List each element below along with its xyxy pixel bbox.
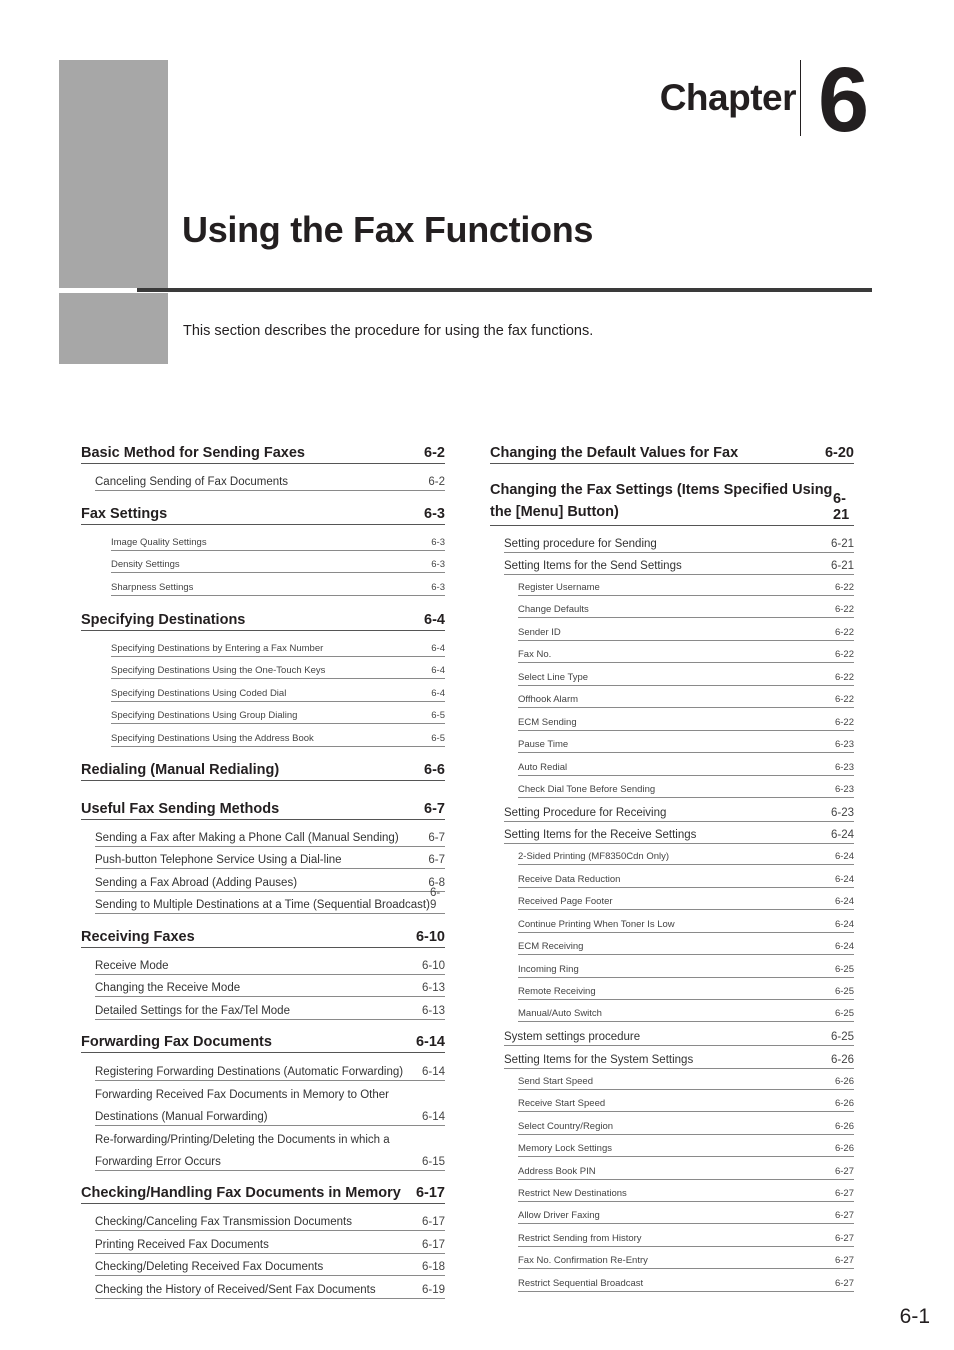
toc-entry[interactable] (504, 801, 854, 822)
toc-entry[interactable] (95, 1255, 445, 1276)
toc-entry-title: Changing the Default Values for Fax (490, 445, 739, 461)
toc-page-number: 6-2 (428, 476, 445, 488)
toc-section-heading[interactable] (490, 482, 854, 526)
toc-entry-title: Memory Lock Settings (518, 1143, 612, 1154)
toc-page-number: 6-7 (428, 854, 445, 866)
toc-entry[interactable] (518, 1272, 854, 1292)
toc-page-number: 6-27 (834, 1188, 854, 1199)
toc-entry[interactable] (95, 1278, 445, 1299)
toc-page-number: 6-20 (824, 445, 854, 461)
toc-page-number: 6-25 (834, 1008, 854, 1019)
toc-entry-title: Select Country/Region (518, 1121, 614, 1132)
toc-entry-title: Image Quality Settings (111, 537, 207, 548)
toc-page-number: 6-21 (833, 491, 850, 523)
toc-entry-title: Register Username (518, 582, 600, 593)
toc-entry-title: System settings procedure (504, 1031, 641, 1043)
toc-entry-title: Checking/Deleting Received Fax Documents (95, 1261, 324, 1273)
toc-page-number: 6-23 (830, 807, 854, 819)
toc-page-number: 6-23 (834, 739, 854, 750)
toc-entry-title: ECM Sending (518, 717, 577, 728)
toc-page-number: 6-18 (421, 1261, 445, 1273)
toc-entry[interactable] (504, 1025, 854, 1046)
toc-entry-title: Re-forwarding/Printing/Deleting the Documents in which a (95, 1134, 390, 1146)
toc-page-number: 6-24 (834, 919, 854, 930)
toc-entry-title: Push-button Telephone Service Using a Dial-line (95, 854, 342, 866)
toc-entry[interactable] (518, 688, 854, 708)
toc-page-number: 6-13 (421, 982, 445, 994)
toc-entry-title: Remote Receiving (518, 986, 596, 997)
toc-entry-title: Receiving Faxes (81, 929, 195, 945)
toc-entry-title: Allow Driver Faxing (518, 1210, 600, 1221)
toc-entry-title: Setting Items for the Send Settings (504, 560, 682, 572)
toc-page-number: 6-24 (834, 851, 854, 862)
toc-page-number: 6-15 (421, 1156, 445, 1168)
toc-entry-title: Setting procedure for Sending (504, 538, 657, 550)
toc-page-number: 6-24 (830, 829, 854, 841)
toc-entry-title: Receive Mode (95, 960, 169, 972)
toc-page-number: 6-17 (421, 1239, 445, 1251)
toc-entry[interactable] (111, 553, 445, 573)
toc-entry[interactable] (504, 554, 854, 575)
toc-section-heading[interactable] (81, 443, 445, 464)
toc-entry[interactable] (95, 954, 445, 975)
chapter-label: Chapter (659, 77, 796, 118)
toc-entry-title: Forwarding Fax Documents (81, 1034, 272, 1050)
toc-entry[interactable] (518, 1070, 854, 1090)
toc-entry-title: Checking/Handling Fax Documents in Memory (81, 1185, 401, 1201)
toc-entry[interactable] (518, 666, 854, 686)
toc-section-heading[interactable] (81, 504, 445, 525)
toc-section-heading[interactable] (490, 443, 854, 464)
toc-page-number: 6-27 (834, 1278, 854, 1289)
toc-entry[interactable] (504, 823, 854, 844)
toc-entry[interactable] (95, 1060, 445, 1081)
toc-entry[interactable] (504, 1048, 854, 1069)
toc-page-number: 6-2 (424, 445, 445, 461)
chapter-tab-upper (59, 60, 168, 288)
toc-page-number: 6-10 (421, 960, 445, 972)
toc-entry[interactable] (518, 845, 854, 865)
toc-entry-title: Canceling Sending of Fax Documents (95, 476, 289, 488)
toc-entry-title: Specifying Destinations Using Group Dialing (111, 710, 298, 721)
toc-entry-title: Forwarding Error Occurs (95, 1156, 221, 1168)
toc-entry[interactable] (518, 711, 854, 731)
toc-page-number: 6-4 (424, 612, 445, 628)
toc-page-number: 6-14 (421, 1111, 445, 1123)
toc-entry[interactable] (518, 621, 854, 641)
toc-page-number: 6-24 (834, 941, 854, 952)
toc-page-number: 6-21 (830, 560, 854, 572)
toc-entry-title: Detailed Settings for the Fax/Tel Mode (95, 1005, 290, 1017)
toc-entry-title: ECM Receiving (518, 941, 584, 952)
toc-entry[interactable] (518, 890, 854, 910)
toc-entry-title: Checking/Canceling Fax Transmission Documents (95, 1216, 352, 1228)
toc-entry[interactable] (518, 1204, 854, 1224)
toc-entry[interactable] (95, 1105, 445, 1126)
toc-page-number: 6-26 (834, 1121, 854, 1132)
toc-entry-title: Fax Settings (81, 506, 168, 522)
toc-entry-title: Fax No. Confirmation Re-Entry (518, 1255, 648, 1266)
toc-entry[interactable] (518, 1137, 854, 1157)
toc-page-number: 6-25 (830, 1031, 854, 1043)
toc-page-number: 6-26 (834, 1076, 854, 1087)
toc-page-number: 6-27 (834, 1166, 854, 1177)
toc-entry-title: Receive Start Speed (518, 1098, 606, 1109)
toc-page-number: 6-13 (421, 1005, 445, 1017)
toc-page-number: 6-24 (834, 896, 854, 907)
toc-entry[interactable] (95, 470, 445, 491)
toc-entry[interactable] (518, 1249, 854, 1269)
toc-entry[interactable] (95, 1127, 445, 1148)
toc-page-number: 6-26 (834, 1143, 854, 1154)
toc-entry[interactable] (518, 1227, 854, 1247)
toc-entry-title: Received Page Footer (518, 896, 613, 907)
toc-entry-title: Redialing (Manual Redialing) (81, 762, 280, 778)
toc-entry-title: Restrict Sequential Broadcast (518, 1278, 644, 1289)
page-title: Using the Fax Functions (182, 209, 594, 250)
toc-entry-title: Density Settings (111, 559, 180, 570)
toc-page-number: 6-22 (834, 694, 854, 705)
toc-entry-title: Incoming Ring (518, 964, 579, 975)
toc-page-number: 6-22 (834, 717, 854, 728)
toc-page-number: 6-4 (431, 643, 445, 654)
toc-entry-title: Sending to Multiple Destinations at a Time (Sequential Broadcast) (95, 899, 430, 911)
toc-section-heading[interactable] (81, 610, 445, 631)
toc-entry[interactable] (111, 682, 445, 702)
toc-entry[interactable] (95, 826, 445, 847)
toc-page-number: 6-22 (834, 649, 854, 660)
toc-entry[interactable] (95, 999, 445, 1020)
toc-page-number: 6-6 (424, 762, 445, 778)
toc-page-number: 6-14 (421, 1066, 445, 1078)
toc-entry[interactable] (95, 887, 445, 914)
toc-entry[interactable] (518, 1182, 854, 1202)
toc-entry-title: Select Line Type (518, 672, 589, 683)
toc-entry[interactable] (95, 1210, 445, 1231)
toc-page-number: 6-24 (834, 874, 854, 885)
toc-entry-title: Send Start Speed (518, 1076, 593, 1087)
chapter-divider (800, 60, 801, 136)
toc-entry-title: Sender ID (518, 627, 561, 638)
toc-entry-title: Specifying Destinations Using the Address Book (111, 733, 314, 744)
toc-entry[interactable] (95, 976, 445, 997)
toc-page-number: 6-3 (431, 559, 445, 570)
toc-section-heading[interactable] (81, 1032, 445, 1053)
toc-page-number: 6-25 (834, 986, 854, 997)
toc-entry[interactable] (111, 531, 445, 551)
toc-entry-title: Forwarding Received Fax Documents in Memory to Other (95, 1089, 389, 1101)
toc-entry-title: Restrict New Destinations (518, 1188, 627, 1199)
chapter-number: 6 (818, 49, 870, 151)
toc-page-number: 6-3 (431, 537, 445, 548)
toc-entry[interactable] (518, 958, 854, 978)
toc-entry-title: Printing Received Fax Documents (95, 1239, 269, 1251)
toc-section-heading[interactable] (81, 927, 445, 948)
toc-page-number: 6-8 (428, 877, 445, 889)
toc-entry-title: 2-Sided Printing (MF8350Cdn Only) (518, 851, 670, 862)
toc-entry-title: Registering Forwarding Destinations (Automatic Forwarding) (95, 1066, 404, 1078)
chapter-tab-lower (59, 293, 168, 364)
toc-entry-title: Address Book PIN (518, 1166, 596, 1177)
toc-page-number: 6-19 (421, 1284, 445, 1296)
toc-entry-title: Setting Items for the Receive Settings (504, 829, 697, 841)
toc-page-number: 6-17 (415, 1185, 445, 1201)
toc-page-number: 6-5 (431, 733, 445, 744)
toc-entry-title: Change Defaults (518, 604, 589, 615)
toc-entry-title: Sending a Fax after Making a Phone Call (Manual Sending) (95, 832, 399, 844)
toc-page-number: 6-22 (834, 582, 854, 593)
toc-entry[interactable] (95, 1150, 445, 1171)
toc-page-number: 6-17 (421, 1216, 445, 1228)
toc-entry-title: Check Dial Tone Before Sending (518, 784, 656, 795)
toc-entry-title: Sharpness Settings (111, 582, 194, 593)
toc-entry[interactable] (518, 778, 854, 798)
toc-page-number: 6-25 (834, 964, 854, 975)
toc-entry-title: Basic Method for Sending Faxes (81, 445, 305, 461)
toc-entry-title: Manual/Auto Switch (518, 1008, 602, 1019)
toc-entry-title: Destinations (Manual Forwarding) (95, 1111, 268, 1123)
toc-page-number: 6-7 (428, 832, 445, 844)
toc-entry[interactable] (518, 980, 854, 1000)
toc-entry-title: Restrict Sending from History (518, 1233, 642, 1244)
toc-entry[interactable] (518, 598, 854, 618)
title-rule (137, 288, 872, 292)
toc-entry-title: Changing the Fax Settings (Items Specified Using the [Menu] Button) (490, 482, 833, 520)
toc-entry-title: Checking the History of Received/Sent Fax Documents (95, 1284, 376, 1296)
toc-entry[interactable] (111, 659, 445, 679)
toc-section-heading[interactable] (81, 760, 445, 781)
toc-entry[interactable] (518, 1092, 854, 1112)
toc-entry-title: Continue Printing When Toner Is Low (518, 919, 675, 930)
toc-entry-title: Specifying Destinations by Entering a Fax Number (111, 643, 324, 654)
toc-entry[interactable] (95, 1082, 445, 1103)
toc-entry-title: Specifying Destinations Using the One-Touch Keys (111, 665, 326, 676)
toc-page-number: 6-22 (834, 604, 854, 615)
toc-entry-title: Auto Redial (518, 762, 568, 773)
toc-entry-title: Specifying Destinations Using Coded Dial (111, 688, 287, 699)
toc-page-number: 6-3 (424, 506, 445, 522)
toc-entry[interactable] (111, 704, 445, 724)
toc-page-number: 6-27 (834, 1255, 854, 1266)
toc-page-number: 6-26 (834, 1098, 854, 1109)
toc-page-number: 6-23 (834, 784, 854, 795)
toc-entry-title: Setting Items for the System Settings (504, 1054, 694, 1066)
toc-entry[interactable] (518, 913, 854, 933)
toc-page-number: 6-7 (424, 801, 445, 817)
toc-page-number: 6-23 (834, 762, 854, 773)
toc-page-number: 6-27 (834, 1233, 854, 1244)
toc-entry[interactable] (95, 871, 445, 892)
toc-page-number: 6-21 (830, 538, 854, 550)
toc-entry[interactable] (518, 935, 854, 955)
toc-entry[interactable] (111, 727, 445, 747)
toc-page-number: 6-22 (834, 672, 854, 683)
toc-page-number: 6-27 (834, 1210, 854, 1221)
toc-page-number: 6-3 (431, 582, 445, 593)
toc-entry[interactable] (111, 576, 445, 596)
toc-entry-title: Pause Time (518, 739, 569, 750)
toc-entry[interactable] (518, 1002, 854, 1022)
toc-entry[interactable] (518, 733, 854, 753)
toc-page-number: 6-10 (415, 929, 445, 945)
toc-page-number: 6-4 (431, 665, 445, 676)
toc-page-number: 6-9 (429, 887, 441, 911)
toc-entry-title: Sending a Fax Abroad (Adding Pauses) (95, 877, 298, 889)
toc-section-heading[interactable] (81, 799, 445, 820)
toc-entry-title: Changing the Receive Mode (95, 982, 241, 994)
toc-entry-title: Setting Procedure for Receiving (504, 807, 667, 819)
toc-page-number: 6-14 (415, 1034, 445, 1050)
toc-entry[interactable] (518, 643, 854, 663)
toc-entry[interactable] (518, 868, 854, 888)
toc-page-number: 6-22 (834, 627, 854, 638)
toc-entry[interactable] (95, 1233, 445, 1254)
toc-page-number: 6-4 (431, 688, 445, 699)
page-number: 6-1 (899, 1305, 930, 1328)
toc-entry-title: Fax No. (518, 649, 552, 660)
toc-page-number: 6-26 (830, 1054, 854, 1066)
intro-text: This section describes the procedure for using the fax functions. (183, 323, 594, 339)
toc-entry[interactable] (504, 532, 854, 553)
toc-entry-title: Offhook Alarm (518, 694, 579, 705)
toc-entry[interactable] (518, 756, 854, 776)
toc-section-heading[interactable] (81, 1183, 445, 1204)
toc-entry[interactable] (518, 1115, 854, 1135)
toc-entry-title: Specifying Destinations (81, 612, 246, 628)
toc-entry[interactable] (111, 637, 445, 657)
toc-entry[interactable] (95, 848, 445, 869)
toc-entry[interactable] (518, 1160, 854, 1180)
toc-entry[interactable] (518, 576, 854, 596)
toc-page-number: 6-5 (431, 710, 445, 721)
toc-entry-title: Receive Data Reduction (518, 874, 621, 885)
toc-entry-title: Useful Fax Sending Methods (81, 801, 280, 817)
